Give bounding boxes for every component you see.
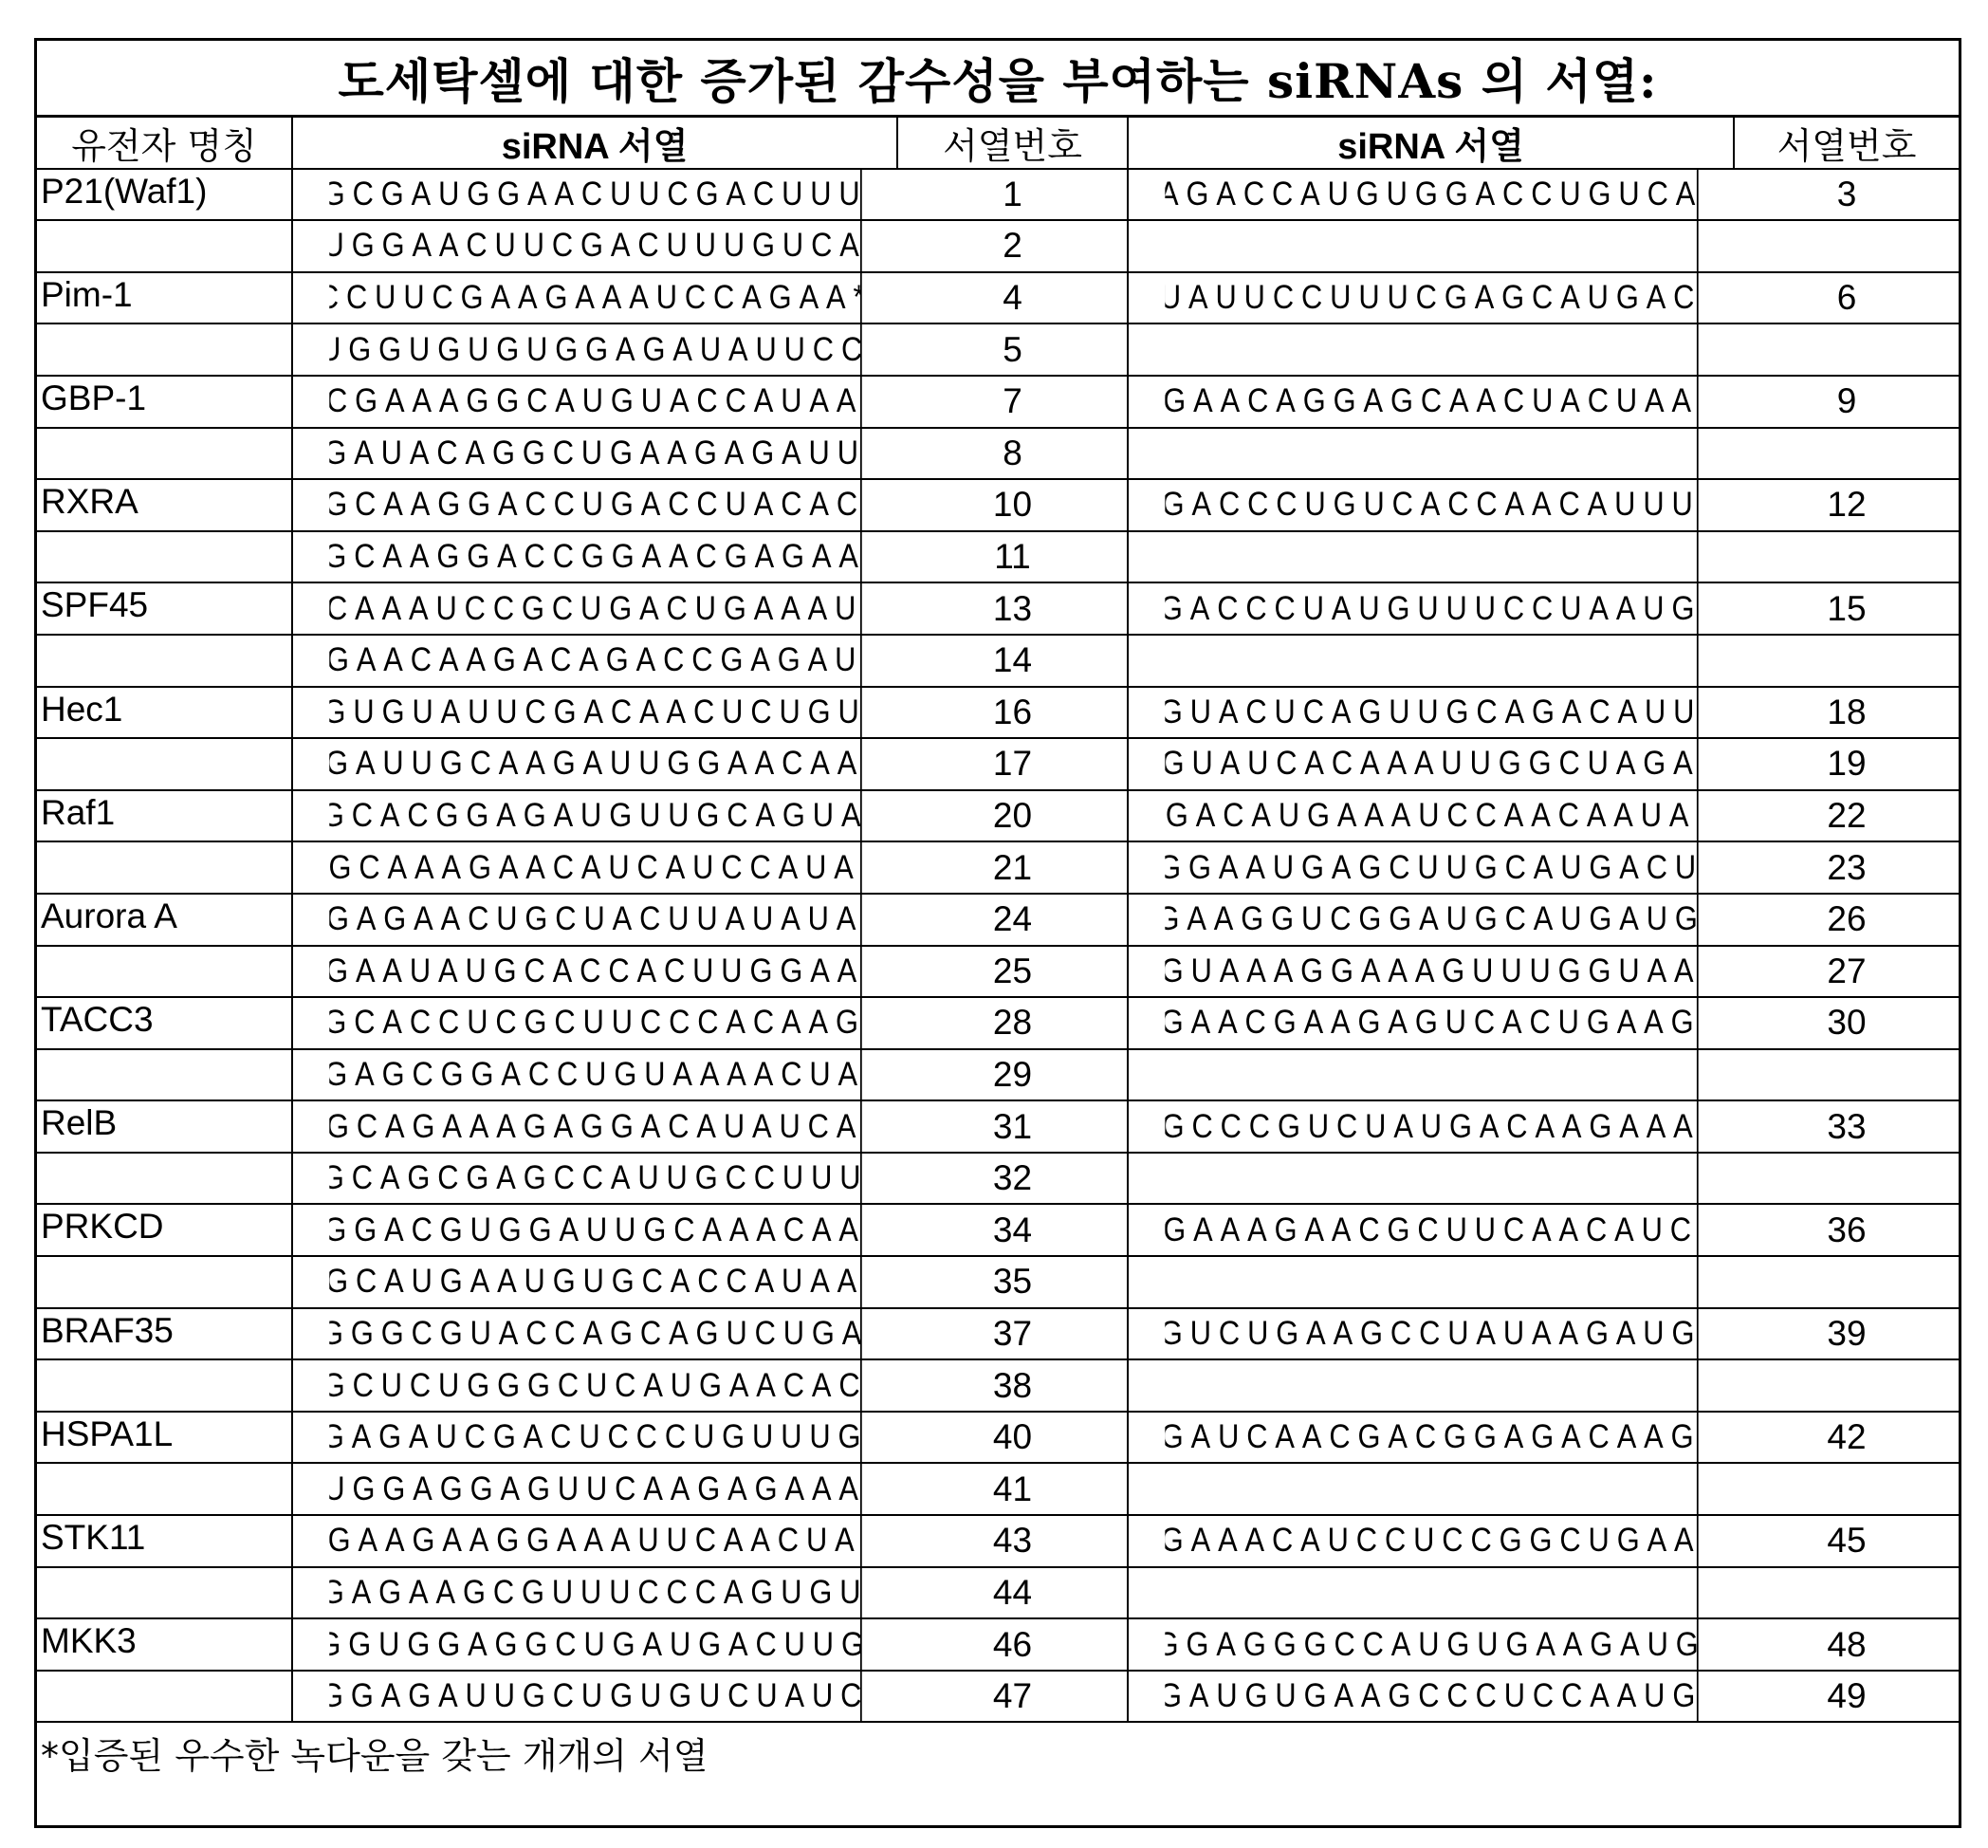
seq-id-cell: 19 [1735,739,1959,789]
sirna-sequence-cell: GAUUGCAAGAUUGGAACAA [329,739,861,789]
table-row [37,1619,1959,1672]
sirna-sequence-cell: GCAAAGAACAUCAUCCAUA [329,842,861,893]
sirna-sequence-cell [1165,221,1698,271]
gene-name-cell [37,842,293,893]
sirna-sequence-cell: GAAGAAGGAAAUUCAACUA [329,1516,861,1566]
table-row [37,480,1959,532]
table-row [37,1205,1959,1257]
gene-name-cell [37,1464,293,1514]
sirna-sequence-cell: UGGUGUGUGGAGAUAUUCC [329,324,861,375]
table-row [37,1101,1959,1154]
sirna-sequence-cell: GCAAGGACCGGAACGAGAA [329,532,861,582]
sirna-sequence-cell: GUAUCACAAAUUGGCUAGA [1165,739,1698,789]
sirna-sequence-cell: GGAGAUUGCUGUGUCUAUC [329,1672,861,1722]
seq-id-cell: 32 [898,1154,1129,1204]
sirna-sequence-cell: CAAAUCCGCUGACUGAAAU [329,583,861,634]
table-row [37,998,1959,1050]
seq-id-cell: 3 [1735,170,1959,220]
seq-id-cell [1735,1154,1959,1204]
table-row [37,688,1959,740]
table-row [37,532,1959,584]
sirna-sequence-cell: CGAAAGGCAUGUACCAUAA [329,377,861,427]
seq-id-cell: 33 [1735,1101,1959,1152]
seq-id-cell [1735,1257,1959,1307]
gene-name-cell: BRAF35 [37,1309,293,1359]
sirna-sequence-cell: GCAGAAAGAGGACAUAUCA [329,1101,861,1152]
table-row [37,1309,1959,1361]
seq-id-cell: 4 [898,273,1129,323]
gene-name-cell: Aurora A [37,895,293,945]
seq-id-cell: 47 [898,1672,1129,1722]
seq-id-cell: 23 [1735,842,1959,893]
seq-id-cell: 34 [898,1205,1129,1255]
seq-id-cell: 8 [898,429,1129,479]
seq-id-cell: 28 [898,998,1129,1048]
table-row [37,1413,1959,1465]
sirna-sequence-cell [1165,1154,1698,1204]
gene-name-cell: Pim-1 [37,273,293,323]
seq-id-cell: 20 [898,791,1129,841]
seq-id-cell: 1 [898,170,1129,220]
sirna-sequence-cell [1165,1257,1698,1307]
sirna-sequence-cell [1165,532,1698,582]
footnote: *입증된 우수한 녹다운을 갖는 개개의 서열 [37,1723,1959,1825]
seq-id-cell: 38 [898,1360,1129,1411]
gene-name-cell [37,1050,293,1100]
table-row [37,170,1959,222]
gene-name-cell [37,1568,293,1618]
sirna-sequence-cell: GAAGGUCGGAUGCAUGAUG [1165,895,1698,945]
sirna-sequence-cell: UGGAACUUCGACUUUGUCA [329,221,861,271]
sirna-sequence-cell: GCACGGAGAUGUUGCAGUA [329,791,861,841]
table-row [37,739,1959,791]
seq-id-cell: 5 [898,324,1129,375]
sirna-sequence-cell [1165,1050,1698,1100]
sirna-sequence-cell: GGGCGUACCAGCAGUCUGA [329,1309,861,1359]
sirna-sequence-cell: GAUACAGGCUGAAGAGAUU [329,429,861,479]
seq-id-cell: 22 [1735,791,1959,841]
seq-id-cell [1735,221,1959,271]
gene-name-cell: TACC3 [37,998,293,1048]
sirna-sequence-cell: GGAAUGAGCUUGCAUGACU [1165,842,1698,893]
header-seq-id-1: 서열번호 [898,118,1129,168]
table-row [37,842,1959,895]
gene-name-cell [37,1154,293,1204]
gene-name-cell [37,429,293,479]
seq-id-cell [1735,1360,1959,1411]
sirna-sequence-cell: GGUGGAGGCUGAUGACUUG [329,1619,861,1670]
gene-name-cell [37,636,293,686]
gene-name-cell: P21(Waf1) [37,170,293,220]
sirna-sequence-cell: GAAUAUGCACCACUUGGAA [329,947,861,997]
sirna-sequence-cell: GGACGUGGAUUGCAAACAA [329,1205,861,1255]
seq-id-cell: 42 [1735,1413,1959,1463]
table-row [37,1257,1959,1309]
gene-name-cell [37,532,293,582]
table-row [37,636,1959,688]
sirna-sequence-cell: GAAAGAACGCUUCAACAUC [1165,1205,1698,1255]
sirna-sequence-cell [1165,636,1698,686]
seq-id-cell: 35 [898,1257,1129,1307]
gene-name-cell [37,1257,293,1307]
sirna-sequence-cell: GCAGCGAGCCAUUGCCUUU [329,1154,861,1204]
gene-name-cell [37,221,293,271]
table-row [37,1154,1959,1206]
table-row [37,583,1959,636]
gene-name-cell [37,1672,293,1722]
sirna-sequence-cell: GGAGGGCCAUGUGAAGAUG [1165,1619,1698,1670]
gene-name-cell: STK11 [37,1516,293,1566]
table-row [37,895,1959,947]
seq-id-cell: 46 [898,1619,1129,1670]
sirna-sequence-cell: AGACCAUGUGGACCUGUCA [1165,170,1698,220]
seq-id-cell: 14 [898,636,1129,686]
seq-id-cell: 9 [1735,377,1959,427]
sirna-sequence-cell: GCACCUCGCUUCCCACAAG [329,998,861,1048]
sirna-sequence-cell: GCUCUGGGCUCAUGAACAC [329,1360,861,1411]
seq-id-cell: 7 [898,377,1129,427]
sirna-sequence-cell: GAGAAGCGUUUCCCAGUGU [329,1568,861,1618]
seq-id-cell [1735,532,1959,582]
sirna-sequence-cell: GUCUGAAGCCUAUAAGAUG [1165,1309,1698,1359]
table-row [37,377,1959,429]
seq-id-cell: 45 [1735,1516,1959,1566]
seq-id-cell [1735,1568,1959,1618]
seq-id-cell: 16 [898,688,1129,738]
table-row [37,791,1959,843]
header-sirna-sequence-1: siRNA 서열 [293,118,898,168]
gene-name-cell: GBP-1 [37,377,293,427]
sirna-table [34,38,1961,1828]
seq-id-cell: 30 [1735,998,1959,1048]
sirna-sequence-cell [1165,1360,1698,1411]
seq-id-cell: 36 [1735,1205,1959,1255]
gene-name-cell: HSPA1L [37,1413,293,1463]
sirna-sequence-cell: GACCCUGUCACCAACAUUU [1165,480,1698,530]
seq-id-cell [1735,324,1959,375]
seq-id-cell: 11 [898,532,1129,582]
table-row [37,947,1959,999]
sirna-sequence-cell: GCAUGAAUGUGCACCAUAA [329,1257,861,1307]
sirna-sequence-cell: UGGAGGAGUUCAAGAGAAA [329,1464,861,1514]
sirna-sequence-cell: GAACAGGAGCAACUACUAA [1165,377,1698,427]
seq-id-cell [1735,1464,1959,1514]
header-sirna-sequence-2: siRNA 서열 [1129,118,1735,168]
sirna-sequence-cell [1165,1568,1698,1618]
seq-id-cell: 10 [898,480,1129,530]
gene-name-cell: PRKCD [37,1205,293,1255]
seq-id-cell: 15 [1735,583,1959,634]
gene-name-cell: RXRA [37,480,293,530]
table-row [37,1050,1959,1102]
sirna-sequence-cell: GUGUAUUCGACAACUCUGU [329,688,861,738]
table-title: 도세탁셀에 대한 증가된 감수성을 부여하는 siRNAs 의 서열: [37,41,1959,118]
sirna-sequence-cell: GACAUGAAAUCCAACAAUA [1165,791,1698,841]
sirna-sequence-cell: GAACGAAGAGUCACUGAAG [1165,998,1698,1048]
gene-name-cell [37,739,293,789]
gene-name-cell: SPF45 [37,583,293,634]
table-row [37,1360,1959,1413]
seq-id-cell: 43 [898,1516,1129,1566]
gene-name-cell [37,947,293,997]
seq-id-cell: 41 [898,1464,1129,1514]
seq-id-cell: 40 [898,1413,1129,1463]
seq-id-cell: 2 [898,221,1129,271]
gene-name-cell: Raf1 [37,791,293,841]
table-row [37,273,1959,325]
seq-id-cell: 48 [1735,1619,1959,1670]
seq-id-cell: 39 [1735,1309,1959,1359]
header-gene-name: 유전자 명칭 [37,118,293,168]
sirna-sequence-cell: GAGAACUGCUACUUAUAUA [329,895,861,945]
sirna-sequence-cell: GAUGUGAAGCCCUCCAAUG [1165,1672,1698,1722]
seq-id-cell: 26 [1735,895,1959,945]
sirna-sequence-cell: CCUUCGAAGAAAUCCAGAA* [329,273,861,323]
seq-id-cell: 24 [898,895,1129,945]
seq-id-cell: 13 [898,583,1129,634]
sirna-sequence-cell [1165,324,1698,375]
seq-id-cell: 21 [898,842,1129,893]
table-row [37,1568,1959,1620]
seq-id-cell [1735,429,1959,479]
gene-name-cell [37,1360,293,1411]
gene-name-cell: MKK3 [37,1619,293,1670]
seq-id-cell [1735,636,1959,686]
sirna-sequence-cell: UAUUCCUUUCGAGCAUGAC [1165,273,1698,323]
sirna-sequence-cell: GCGAUGGAACUUCGACUUU [329,170,861,220]
sirna-sequence-cell: GAGCGGACCUGUAAAACUA [329,1050,861,1100]
seq-id-cell: 25 [898,947,1129,997]
sirna-sequence-cell: GAACAAGACAGACCGAGAU [329,636,861,686]
sirna-sequence-cell [1165,429,1698,479]
sirna-sequence-cell: GCAAGGACCUGACCUACAC [329,480,861,530]
gene-name-cell: RelB [37,1101,293,1152]
table-row [37,1464,1959,1516]
sirna-sequence-cell [1165,1464,1698,1514]
sirna-sequence-cell: GUACUCAGUUGCAGACAUU [1165,688,1698,738]
table-row [37,429,1959,481]
table-row [37,324,1959,377]
table-row [37,1516,1959,1568]
sirna-sequence-cell: GAUCAACGACGGAGACAAG [1165,1413,1698,1463]
table-row [37,221,1959,273]
sirna-sequence-cell: GUAAAGGAAAGUUUGGUAA [1165,947,1698,997]
seq-id-cell: 27 [1735,947,1959,997]
header-row [37,118,1959,170]
seq-id-cell: 17 [898,739,1129,789]
sirna-sequence-cell: GAAACAUCCUCCGGCUGAA [1165,1516,1698,1566]
seq-id-cell: 37 [898,1309,1129,1359]
header-seq-id-2: 서열번호 [1735,118,1959,168]
seq-id-cell: 31 [898,1101,1129,1152]
seq-id-cell [1735,1050,1959,1100]
gene-name-cell [37,324,293,375]
table-body [37,170,1959,1724]
table-row [37,1672,1959,1724]
sirna-sequence-cell: GACCCUAUGUUUCCUAAUG [1165,583,1698,634]
seq-id-cell: 49 [1735,1672,1959,1722]
seq-id-cell: 29 [898,1050,1129,1100]
sirna-sequence-cell: GAGAUCGACUCCCUGUUUG [329,1413,861,1463]
seq-id-cell: 44 [898,1568,1129,1618]
gene-name-cell: Hec1 [37,688,293,738]
seq-id-cell: 18 [1735,688,1959,738]
sirna-sequence-cell: GCCCGUCUAUGACAAGAAA [1165,1101,1698,1152]
seq-id-cell: 6 [1735,273,1959,323]
seq-id-cell: 12 [1735,480,1959,530]
